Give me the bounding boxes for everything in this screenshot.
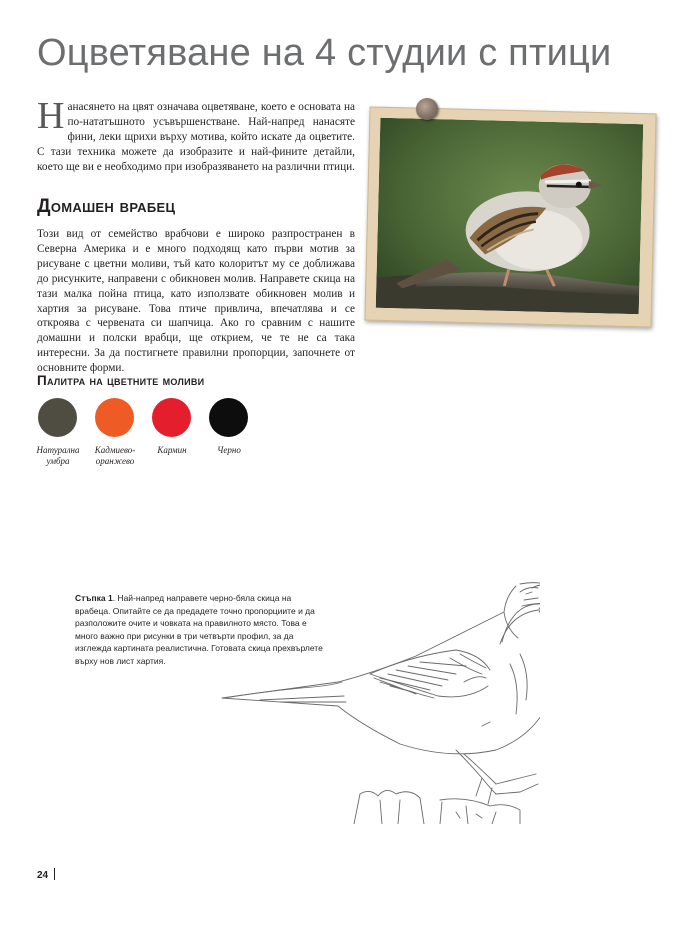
swatch-natural-umber (38, 398, 77, 437)
swatch-black (209, 398, 248, 437)
drop-cap: Н (37, 95, 65, 137)
swatch-label-carmine (140, 445, 204, 456)
page-number: 24 (37, 870, 49, 881)
sparrow-sketch-drawing (220, 574, 540, 824)
swatch-label-line: Кадмиево- (94, 445, 136, 455)
step-label: Стъпка 1 (75, 593, 113, 603)
swatch-label-black (197, 445, 261, 456)
swatch-label-line: оранжево (95, 456, 135, 466)
step-text: . Най-напред направете черно-бяла скица на врабеца. Опитайте се да предадете точно пропорциите и да разположите очите и човката на правилното място. Това е много важно при рисунки в три четвърти профил, за да изглежда картината реалистична. Готовата скица прехвърлете върху нов лист хартия. (75, 593, 323, 666)
swatch-label-line: Черно (217, 445, 241, 455)
swatch-cadmium-orange (95, 398, 134, 437)
section-body-text: Този вид от семейство врабчови е широко разпространен в Северна Америка и е много подходящ като първи мотив за рисуване с цветни моливи, тъй като колоритът му се доближава до рисунките, направени с обикновен молив. Направете скица на тази малка пойна птица, като използвате обикновен молив и хартия за рисуване. Това птиче привлича, впечатлява и се откроява с червената си шапчица. Ако го сравним с нашите домашни и полски врабци, ще открием, че те не са така интересни. За да постигнете правилни пропорции, започнете от основните форми. (37, 228, 355, 375)
section-title: Домашен врабец (37, 196, 176, 217)
swatch-label-line: Кармин (157, 445, 187, 455)
bird-photo-frame (364, 107, 656, 328)
intro-paragraph (37, 95, 356, 175)
intro-text: анасянето на цвят означава оцветяване, което е основата на по-нататъшното усъвършенстване. Най-напред нанасяте фини, леки щрихи върху мотива, който искате да оцветите. С тази техника можете да изобразите и най-фините детайли, което ще ви е необходимо при изобразяването на различни птици. (37, 101, 356, 173)
swatch-label-cadmium-orange (83, 445, 147, 467)
swatch-label-natural-umber (26, 445, 90, 467)
sparrow-photo-illustration (376, 118, 644, 314)
page-title: Оцветяване на 4 студии с птици (37, 32, 612, 74)
swatch-label-line: умбра (46, 456, 70, 466)
swatch-carmine (152, 398, 191, 437)
pushpin-icon (416, 98, 438, 120)
palette-title: Палитра на цветните моливи (37, 373, 205, 388)
swatch-label-line: Натурална (36, 445, 80, 455)
sparrow-photo (376, 118, 644, 314)
page-number-divider (54, 868, 55, 880)
